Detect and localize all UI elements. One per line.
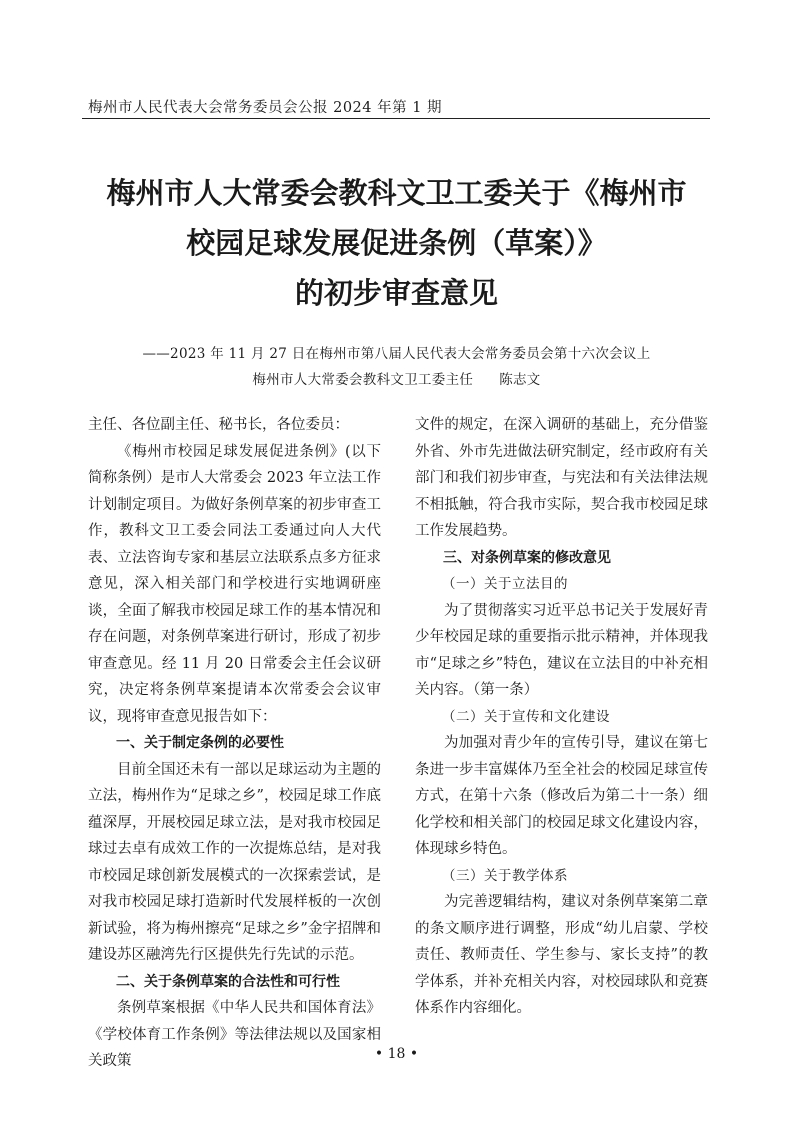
salutation: 主任、各位副主任、秘书长，各位委员： bbox=[88, 417, 349, 433]
subsection-2-heading: （二）关于宣传和文化建设 bbox=[442, 708, 610, 725]
document-title bbox=[60, 168, 733, 318]
section-1-heading: 一、关于制定条例的必要性 bbox=[116, 735, 284, 751]
subsection-3-paragraph: 为完善逻辑结构，建议对条例草案第二章的条文顺序进行调整，形成“幼儿启蒙、学校责任、教师责任、学生参与、家长支持”的教学体系，并补充相关内容，对校园球队和竞赛体系作内容细化。 bbox=[415, 894, 708, 1016]
left-column bbox=[88, 412, 381, 1075]
title-line-2: 校园足球发展促进条例（草案）》 bbox=[186, 226, 607, 260]
title-line-1: 梅州市人大常委会教科文卫工委关于《梅州市 bbox=[106, 176, 687, 210]
subsection-1-paragraph: 为了贯彻落实习近平总书记关于发展好青少年校园足球的重要指示批示精神，并体现我市“足球之乡”特色，建议在立法目的中补充相关内容。（第一条） bbox=[415, 602, 708, 698]
intro-paragraph: 《梅州市校园足球发展促进条例》(以下简称条例）是市人大常委会 2023 年立法工作计划制定项目。为做好条例草案的初步审查工作，教科文卫工委会同法工委通过向人大代表、立法咨询专家和基层立法联系点多方征求意见，深入相关部门和学校进行实地调研座谈，全面了解我市校园足球工作的基本情况和存在问题，对条例草案进行研讨，形成了初步审查意见。经 11 月 20 日常委会主任会议研究，决定将条例草案提请本次常委会会议审议，现将审查意见报告如下： bbox=[88, 443, 381, 725]
page-number: • 18 • bbox=[374, 1046, 419, 1062]
byline-author bbox=[60, 368, 733, 388]
section-1-paragraph: 目前全国还未有一部以足球运动为主题的立法，梅州作为“足球之乡”，校园足球工作底蕴深厚，开展校园足球立法，是对我市校园足球过去卓有成效工作的一次提炼总结，是对我市校园足球创新发展模式的一次探索尝试，是对我市校园足球打造新时代发展样板的一次创新试验，将为梅州擦亮“足球之乡”金字招牌和建设苏区融湾先行区提供先行先试的示范。 bbox=[88, 761, 381, 963]
subsection-2-paragraph: 为加强对青少年的宣传引导，建议在第七条进一步丰富媒体乃至全社会的校园足球宣传方式，在第十六条（修改后为第二十一条）细化学校和相关部门的校园足球文化建设内容，体现球乡特色。 bbox=[415, 735, 708, 857]
title-line-3: 的初步审查意见 bbox=[294, 276, 498, 310]
subsection-1-heading: （一）关于立法目的 bbox=[442, 576, 568, 592]
byline-meeting: ——2023 年 11 月 27 日在梅州市第八届人民代表大会常务委员会第十六次会议上 bbox=[142, 346, 651, 362]
section-2-paragraph: 条例草案根据《中华人民共和国体育法》《学校体育工作条例》等法律法规以及国家相关政策 bbox=[88, 1000, 381, 1069]
section-2-heading: 二、关于条例草案的合法性和可行性 bbox=[116, 973, 340, 990]
section-2-paragraph-continued: 文件的规定，在深入调研的基础上，充分借鉴外省、外市先进做法研究制定，经市政府有关部门和我们初步审查，与宪法和有关法律法规不相抵触，符合我市实际，契合我市校园足球工作发展趋势。 bbox=[415, 417, 708, 539]
running-header: 梅州市人民代表大会常务委员会公报 2024 年第 1 期 bbox=[88, 100, 443, 116]
author-position: 梅州市人大常委会教科文卫工委主任 bbox=[252, 372, 474, 388]
right-column bbox=[415, 412, 708, 1022]
author-name: 陈志文 bbox=[499, 372, 541, 388]
header-rule bbox=[82, 118, 710, 119]
subsection-3-heading: （三）关于教学体系 bbox=[442, 867, 568, 884]
section-3-heading: 三、对条例草案的修改意见 bbox=[443, 549, 611, 566]
